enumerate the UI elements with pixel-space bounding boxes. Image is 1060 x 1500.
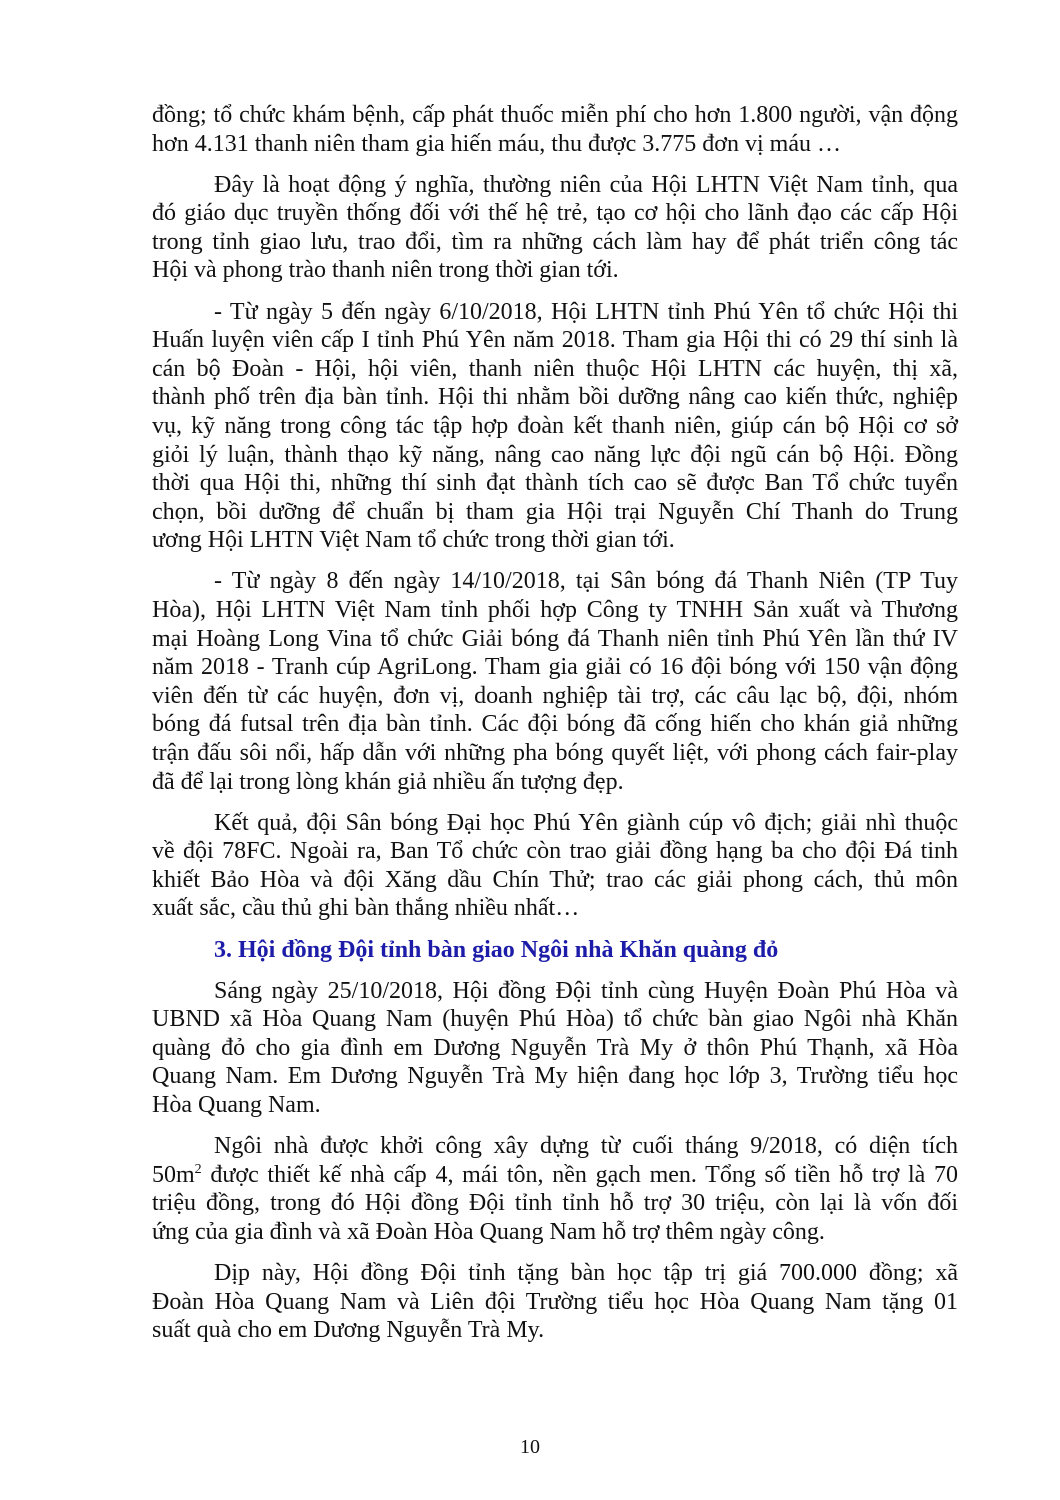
text-line: Hòa Quang Nam. [152, 1092, 321, 1118]
text-line: suất quà cho em Dương Nguyễn Trà My. [152, 1317, 545, 1344]
text-line: thời qua Hội thi, những thí sinh đạt thành tích cao sẽ được Ban Tổ chức tuyển [152, 470, 958, 497]
text-line: xuất sắc, cầu thủ ghi bàn thắng nhiều nhất… [152, 895, 580, 922]
text-line: ương Hội LHTN Việt Nam tổ chức trong thời gian tới. [152, 527, 675, 554]
text-line: Hòa), Hội LHTN Việt Nam tỉnh phối hợp Công ty TNHH Sản xuất và Thương [152, 597, 958, 623]
text-line: triệu đồng, trong đó Hội đồng Đội tỉnh tỉnh hỗ trợ 30 triệu, còn lại là vốn đối [152, 1190, 958, 1217]
paragraph [152, 171, 958, 285]
text-line: năm 2018 - Tranh cúp AgriLong. Tham gia giải có 16 đội bóng với 150 vận động [152, 654, 958, 681]
text-line: trận đấu sôi nổi, hấp dẫn với những pha bóng quyết liệt, với phong cách fair-play [152, 739, 958, 766]
text-line: quàng đỏ cho gia đình em Dương Nguyễn Trà My ở thôn Phú Thạnh, xã Hòa [152, 1034, 958, 1061]
text-line: Sáng ngày 25/10/2018, Hội đồng Đội tỉnh cùng Huyện Đoàn Phú Hòa và [214, 977, 958, 1004]
text-line: Kết quả, đội Sân bóng Đại học Phú Yên giành cúp vô địch; giải nhì thuộc [214, 809, 958, 836]
text-line: Đây là hoạt động ý nghĩa, thường niên của Hội LHTN Việt Nam tỉnh, qua [214, 171, 958, 198]
text-line: Huấn luyện viên cấp I tỉnh Phú Yên năm 2018. Tham gia Hội thi có 29 thí sinh là [152, 327, 958, 354]
text-line: Đoàn Hòa Quang Nam và Liên đội Trường tiểu học Hòa Quang Nam tặng 01 [152, 1288, 958, 1315]
text-line: mại Hoàng Long Vina tổ chức Giải bóng đá Thanh niên tỉnh Phú Yên lần thứ IV [152, 625, 958, 652]
text-line: đã để lại trong lòng khán giả nhiều ấn tượng đẹp. [152, 768, 624, 795]
text-line: đó giáo dục truyền thống đối với thế hệ trẻ, tạo cơ hội cho lãnh đạo các cấp Hội [152, 200, 958, 227]
paragraph [152, 101, 958, 158]
text-line: - Từ ngày 8 đến ngày 14/10/2018, tại Sân bóng đá Thanh Niên (TP Tuy [214, 568, 958, 595]
paragraph-house-details [152, 1132, 958, 1246]
text-line: - Từ ngày 5 đến ngày 6/10/2018, Hội LHTN tỉnh Phú Yên tổ chức Hội thi [214, 298, 958, 325]
paragraph [152, 1259, 958, 1345]
text-line: giỏi lý luận, thành thạo kỹ năng, nâng cao năng lực đội ngũ cán bộ Hội. Đồng [152, 441, 958, 468]
text-line: về đội 78FC. Ngoài ra, Ban Tổ chức còn trao giải đồng hạng ba cho đội Đá tinh [152, 838, 958, 865]
text-line: cán bộ Đoàn - Hội, hội viên, thanh niên thuộc Hội LHTN các huyện, thị xã, [152, 355, 958, 382]
text-line: Hội và phong trào thanh niên trong thời gian tới. [152, 257, 619, 284]
paragraph [152, 298, 958, 555]
superscript: 2 [194, 1161, 202, 1177]
text-line: khiết Bảo Hòa và đội Xăng dầu Chín Thử; trao các giải phong cách, thủ môn [152, 866, 958, 893]
text-line: Dịp này, Hội đồng Đội tỉnh tặng bàn học tập trị giá 700.000 đồng; xã [214, 1259, 958, 1286]
text-line: UBND xã Hòa Quang Nam (huyện Phú Hòa) tổ chức bàn giao Ngôi nhà Khăn [152, 1006, 958, 1033]
text-line: trong tỉnh giao lưu, trao đổi, tìm ra những cách làm hay để phát triển công tác [152, 228, 958, 255]
paragraph-final [152, 1259, 958, 1345]
text-line: chọn, bồi dưỡng để chuẩn bị tham gia Hội trại Nguyễn Chí Thanh do Trung [152, 498, 958, 525]
paragraphs-after-heading [152, 977, 958, 1120]
text-line: bóng đá futsal trên địa bàn tỉnh. Các đội bóng đã cống hiến cho khán giả những [152, 711, 958, 738]
text-line: Quang Nam. Em Dương Nguyễn Trà My hiện đang học lớp 3, Trường tiểu học [152, 1063, 958, 1090]
text-line: thành phố trên địa bàn tỉnh. Hội thi nhằm bồi dưỡng nâng cao kiến thức, nghiệp [152, 384, 958, 411]
text-line: đồng; tổ chức khám bệnh, cấp phát thuốc miễn phí cho hơn 1.800 người, vận động [152, 102, 958, 128]
paragraph [152, 977, 958, 1120]
text-line [152, 1161, 958, 1190]
section-heading: 3. Hội đồng Đội tỉnh bàn giao Ngôi nhà Khăn quàng đỏ [214, 936, 779, 963]
text-line: viên đến từ các huyện, đơn vị, doanh nghiệp tài trợ, các câu lạc bộ, đội, nhóm [152, 682, 958, 709]
paragraphs-before-heading [152, 101, 958, 923]
text-line: Ngôi nhà được khởi công xây dựng từ cuối tháng 9/2018, có diện tích [214, 1133, 958, 1160]
text-fragment: được thiết kế nhà cấp 4, mái tôn, nền gạch men. Tổng số tiền hỗ trợ là 70 [201, 1161, 958, 1188]
text-line: vụ, kỹ năng trong công tác tập hợp đoàn kết thanh niên, giúp cán bộ Hội cơ sở [152, 412, 958, 439]
text-line: ứng của gia đình và xã Đoàn Hòa Quang Nam hỗ trợ thêm ngày công. [152, 1218, 825, 1245]
paragraph [152, 567, 958, 796]
paragraph [152, 809, 958, 923]
page-number: 10 [520, 1436, 540, 1458]
document-body [152, 101, 958, 1357]
area-value: 50m [152, 1161, 195, 1188]
text-line: hơn 4.131 thanh niên tham gia hiến máu, thu được 3.775 đơn vị máu … [152, 130, 841, 157]
